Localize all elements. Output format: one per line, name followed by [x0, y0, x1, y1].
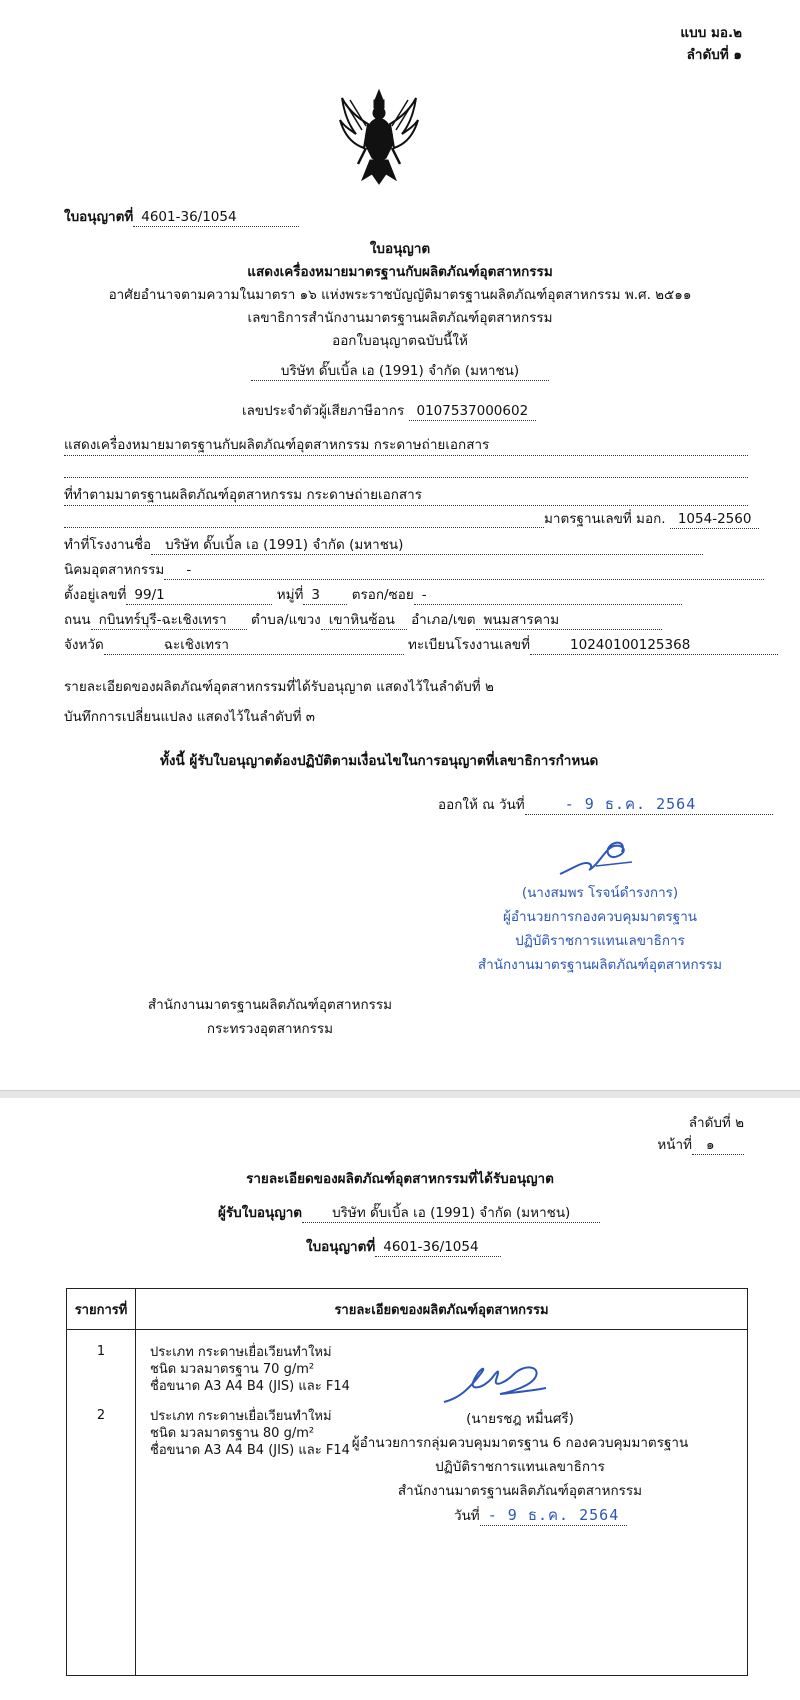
estate-value: - [164, 561, 764, 580]
changes-note: บันทึกการเปลี่ยนแปลง แสดงไว้ในลำดับที่ ๓ [64, 709, 315, 725]
standard-number: 1054-2560 [670, 510, 760, 529]
dotted-line [64, 455, 748, 456]
factory-name: บริษัท ดั๊บเบิ้ล เอ (1991) จำกัด (มหาชน) [151, 536, 703, 555]
license-number: 4601-36/1054 [133, 208, 299, 227]
item-number: 1 [96, 1344, 106, 1359]
item-grade: ชนิด มวลมาตรฐาน 80 g/m² [150, 1426, 315, 1441]
page-number-row [657, 1136, 744, 1155]
factory-label: ทำที่โรงงานชื่อ [64, 537, 152, 553]
license-number-label: ใบอนุญาตที่ [64, 209, 134, 225]
signer-title-1: ผู้อำนวยการกองควบคุมมาตรฐาน [502, 909, 698, 925]
license-number: 4601-36/1054 [375, 1238, 501, 1257]
item-number-cell [67, 1330, 136, 1676]
license-page-2 [0, 1098, 800, 1700]
issue-line: ออกใบอนุญาตฉบับนี้ให้ [332, 333, 468, 349]
dotted-line [64, 477, 748, 478]
item-type: ประเภท กระดาษเยื่อเวียนทำใหม่ [150, 1345, 332, 1360]
office-name: สำนักงานมาตรฐานผลิตภัณฑ์อุตสาหกรรม [147, 997, 393, 1013]
address-row [64, 586, 682, 605]
province-row [64, 636, 778, 655]
licensee-name: บริษัท ดั๊บเบิ้ล เอ (1991) จำกัด (มหาชน) [302, 1204, 600, 1223]
mark-value: กระดาษถ่ายเอกสาร [373, 437, 490, 453]
subdistrict-label: ตำบล/แขวง [250, 612, 321, 628]
item-number: 2 [96, 1408, 106, 1423]
address-label: ตั้งอยู่เลขที่ [64, 587, 127, 603]
licensee-row [218, 1204, 600, 1223]
sign-date-stamp: - 9 ธ.ค. 2564 [487, 1506, 620, 1524]
company-name: บริษัท ดั๊บเบิ้ล เอ (1991) จำกัด (มหาชน) [251, 362, 549, 381]
province-value: ฉะเชิงเทรา [104, 636, 404, 655]
soi-label: ตรอก/ซอย [351, 587, 414, 603]
road-label: ถนน [64, 612, 91, 628]
license-number-row [306, 1238, 501, 1257]
dotted-line [64, 505, 748, 506]
signer-name: (นางสมพร โรจน์ดำรงการ) [521, 885, 679, 901]
signer-title-2: ปฏิบัติราชการแทนเลขาธิการ [515, 933, 685, 949]
page-number-label: หน้าที่ [657, 1137, 692, 1153]
signature-mark-icon [440, 1358, 550, 1408]
licensee-label: ผู้รับใบอนุญาต [218, 1205, 303, 1221]
page-number: ๑ [692, 1136, 744, 1155]
details-note: รายละเอียดของผลิตภัณฑ์อุตสาหกรรมที่ได้รับอนุญาต แสดงไว้ในลำดับที่ ๒ [64, 679, 494, 695]
issued-row [438, 795, 773, 815]
mark-label: แสดงเครื่องหมายมาตรฐานกับผลิตภัณฑ์อุตสาหกรรม [64, 437, 370, 453]
made-row [64, 486, 422, 504]
issued-label: ออกให้ ณ วันที่ [438, 797, 525, 813]
made-label: ที่ทำตามมาตรฐานผลิตภัณฑ์อุตสาหกรรม [64, 487, 303, 503]
sign-date-row [454, 1506, 627, 1526]
license-title: ใบอนุญาต [369, 241, 431, 257]
details-title: รายละเอียดของผลิตภัณฑ์อุตสาหกรรมที่ได้รับอนุญาต [246, 1171, 554, 1187]
secretary-line: เลขาธิการสำนักงานมาตรฐานผลิตภัณฑ์อุตสาหกรรม [247, 310, 553, 326]
sequence-number: ลำดับที่ ๑ [686, 47, 742, 63]
signer-title-3: สำนักงานมาตรฐานผลิตภัณฑ์อุตสาหกรรม [397, 1483, 643, 1499]
district-label: อำเภอ/เขต [411, 612, 476, 628]
factory-row [64, 536, 703, 555]
sign-date-label: วันที่ [454, 1508, 480, 1524]
registration-number: 10240100125368 [530, 636, 778, 655]
signature-mark-icon [556, 838, 636, 878]
ministry-name: กระทรวงอุตสาหกรรม [206, 1021, 334, 1037]
license-number-row [64, 208, 299, 227]
condition-statement: ทั้งนี้ ผู้รับใบอนุญาตต้องปฏิบัติตามเงื่อนไขในการอนุญาตที่เลขาธิการกำหนด [160, 753, 599, 769]
item-sizes: ชื่อขนาด A3 A4 B4 (JIS) และ F14 [150, 1443, 350, 1458]
mark-row [64, 436, 489, 454]
license-number-label: ใบอนุญาตที่ [306, 1239, 376, 1255]
signer-title-2: ปฏิบัติราชการแทนเลขาธิการ [435, 1459, 605, 1475]
province-label: จังหวัด [64, 637, 104, 653]
column-header-item: รายการที่ [67, 1289, 136, 1330]
moo-value: 3 [303, 586, 347, 605]
item-type: ประเภท กระดาษเยื่อเวียนทำใหม่ [150, 1409, 332, 1424]
registration-label: ทะเบียนโรงงานเลขที่ [408, 637, 531, 653]
address-number: 99/1 [126, 586, 272, 605]
company-row [0, 362, 800, 381]
soi-value: - [414, 586, 682, 605]
moo-label: หมู่ที่ [276, 587, 304, 603]
road-value: กบินทร์บุรี-ฉะเชิงเทรา [91, 611, 247, 630]
authority-line: อาศัยอำนาจตามความในมาตรา ๑๖ แห่งพระราชบัญญัติมาตรฐานผลิตภัณฑ์อุตสาหกรรม พ.ศ. ๒๕๑๑ [108, 287, 692, 303]
signer-name: (นายรชฎ หมื่นศรี) [466, 1411, 574, 1427]
tax-id-label: เลขประจำตัวผู้เสียภาษีอากร [242, 403, 405, 419]
signer-title-3: สำนักงานมาตรฐานผลิตภัณฑ์อุตสาหกรรม [477, 957, 723, 973]
sign-date-field [480, 1506, 628, 1526]
garuda-emblem-icon [338, 88, 420, 188]
table-row [67, 1330, 748, 1676]
sequence-number: ลำดับที่ ๒ [688, 1115, 744, 1131]
subdistrict-value: เขาหินซ้อน [321, 611, 407, 630]
column-header-detail: รายละเอียดของผลิตภัณฑ์อุตสาหกรรม [136, 1289, 748, 1330]
dotted-line [64, 527, 544, 528]
table-header-row [67, 1289, 748, 1330]
issued-date-stamp: - 9 ธ.ค. 2564 [564, 795, 697, 813]
standard-row [544, 510, 759, 529]
license-subtitle: แสดงเครื่องหมายมาตรฐานกับผลิตภัณฑ์อุตสาหกรรม [247, 264, 553, 280]
standard-label: มาตรฐานเลขที่ มอก. [544, 511, 666, 527]
item-grade: ชนิด มวลมาตรฐาน 70 g/m² [150, 1362, 315, 1377]
tax-id-row [242, 402, 536, 421]
made-value: กระดาษถ่ายเอกสาร [306, 487, 422, 503]
road-row [64, 611, 662, 630]
form-code: แบบ มอ.๒ [680, 25, 742, 41]
district-value: พนมสารคาม [476, 611, 662, 630]
estate-row [64, 561, 764, 580]
estate-label: นิคมอุตสาหกรรม [64, 562, 165, 578]
item-sizes: ชื่อขนาด A3 A4 B4 (JIS) และ F14 [150, 1379, 350, 1394]
issued-date-field [525, 795, 773, 815]
tax-id: 0107537000602 [409, 402, 537, 421]
signer-title-1: ผู้อำนวยการกลุ่มควบคุมมาตรฐาน 6 กองควบคุมมาตรฐาน [351, 1435, 689, 1451]
